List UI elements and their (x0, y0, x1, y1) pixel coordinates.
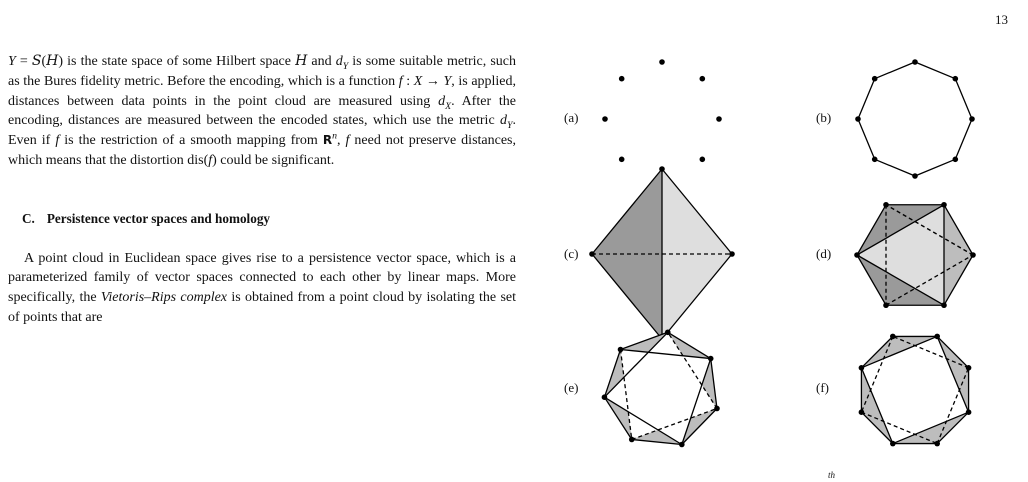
math-y: Y (443, 73, 452, 89)
vertex-f (859, 409, 865, 415)
edge-b (875, 62, 915, 79)
vertex-c (589, 251, 595, 257)
vertex-c (729, 251, 735, 257)
label-a: (a) (564, 110, 579, 125)
vertex-b (953, 157, 959, 163)
text-run: ) is the state space of some Hilbert space (58, 54, 296, 69)
edge-b (915, 159, 955, 176)
emphasis-vietoris-rips: Vietoris–Rips complex (100, 290, 228, 306)
vertex-e (602, 394, 608, 400)
vertex-b (912, 173, 918, 179)
math-f: f (55, 133, 60, 149)
vertex-e (714, 406, 720, 412)
vertex-b (953, 76, 959, 82)
text-run: ) could be significant. (212, 152, 335, 168)
vertex-e (708, 356, 714, 362)
vertex-b (872, 76, 878, 82)
math-subscript: X (445, 100, 452, 112)
math-f: f (345, 133, 350, 149)
text-run: is some suitable metric, such as the Bures fidelity metric. Before the encoding, which is a function (8, 54, 516, 89)
edge-b (858, 119, 875, 159)
text-run: need not preserve distances, which means that the distortion dis( (8, 133, 516, 168)
math-y: Y (8, 54, 16, 69)
vertex-c (659, 166, 665, 172)
vertex-f (966, 409, 972, 415)
math-f: f (208, 152, 213, 168)
label-f: (f) (816, 380, 829, 395)
text-run: = (15, 54, 32, 69)
vertex-e (629, 437, 635, 443)
math-superscript: n (332, 130, 337, 142)
vertex-a (619, 76, 625, 82)
text-run: A point cloud in Euclidean space gives rise to a persistence vector space, which is a parameterized family of vector spaces connected to each other by linear maps. More specifically, the (8, 250, 516, 306)
paragraph-persistence (8, 249, 516, 328)
vertex-e (618, 347, 624, 353)
math-subscript: Y (342, 60, 349, 72)
vertex-f (859, 365, 865, 371)
edge-b (955, 119, 972, 159)
text-run: . Even if (8, 113, 516, 149)
vertex-d (941, 302, 947, 308)
math-reals: R (322, 133, 333, 148)
vertex-f (890, 441, 896, 447)
vertex-d (854, 252, 860, 258)
vertex-a (602, 116, 608, 122)
edge-b (858, 79, 875, 119)
math-subscript: Y (507, 120, 513, 132)
vertex-b (872, 157, 878, 163)
section-title: Persistence vector spaces and homology (46, 210, 271, 226)
text-run: , is applied, distances between data points in the point cloud are measured using (8, 73, 517, 109)
edge-b (915, 62, 955, 79)
paragraph-state-space (8, 52, 516, 171)
label-d: (d) (816, 246, 832, 261)
label-e: (e) (564, 380, 579, 395)
math-f: f (398, 73, 403, 89)
text-run: is obtained from a point cloud by isolating the set of points that are (8, 290, 517, 325)
math-script-h: H (295, 53, 308, 69)
math-script-h: H (46, 53, 59, 69)
edge-b (875, 159, 915, 176)
vertex-d (970, 252, 976, 258)
page-number: 13 (995, 12, 1008, 27)
vertex-b (969, 116, 975, 122)
figure-svg (560, 0, 1028, 482)
text-run: , (337, 133, 346, 149)
figure-rips-complexes (560, 0, 1028, 482)
text-column (8, 52, 516, 328)
math-d: d (335, 54, 343, 69)
vertex-a (619, 157, 625, 163)
vertex-a (700, 76, 706, 82)
label-b: (b) (816, 110, 832, 125)
text-run: is the restriction of a smooth mapping from (59, 133, 323, 149)
vertex-f (934, 334, 940, 340)
math-d: d (438, 93, 446, 109)
vertex-e (679, 442, 685, 448)
vertex-a (659, 59, 665, 65)
vertex-a (700, 157, 706, 163)
section-number: C. (22, 210, 35, 226)
vertex-a (716, 116, 722, 122)
edge-b (955, 79, 972, 119)
text-run: and (307, 54, 336, 69)
text-run: : (402, 73, 414, 89)
text-run: ( (41, 54, 47, 69)
math-x: X (413, 73, 423, 89)
vertex-d (883, 302, 889, 308)
vertex-f (966, 365, 972, 371)
vertex-d (941, 202, 947, 208)
vertex-e (665, 329, 671, 335)
vertex-b (912, 59, 918, 65)
text-run: . After the encoding, distances are measured between the encoded states, which use the metric (8, 93, 516, 129)
math-arrow: → (422, 73, 444, 89)
math-d: d (500, 113, 508, 129)
vertex-f (934, 441, 940, 447)
vertex-f (890, 334, 896, 340)
section-heading (8, 209, 516, 229)
vertex-d (883, 202, 889, 208)
label-c: (c) (564, 246, 579, 261)
vertex-b (855, 116, 861, 122)
trailing-fragment: th (828, 470, 836, 480)
math-script-s: S (31, 53, 42, 69)
